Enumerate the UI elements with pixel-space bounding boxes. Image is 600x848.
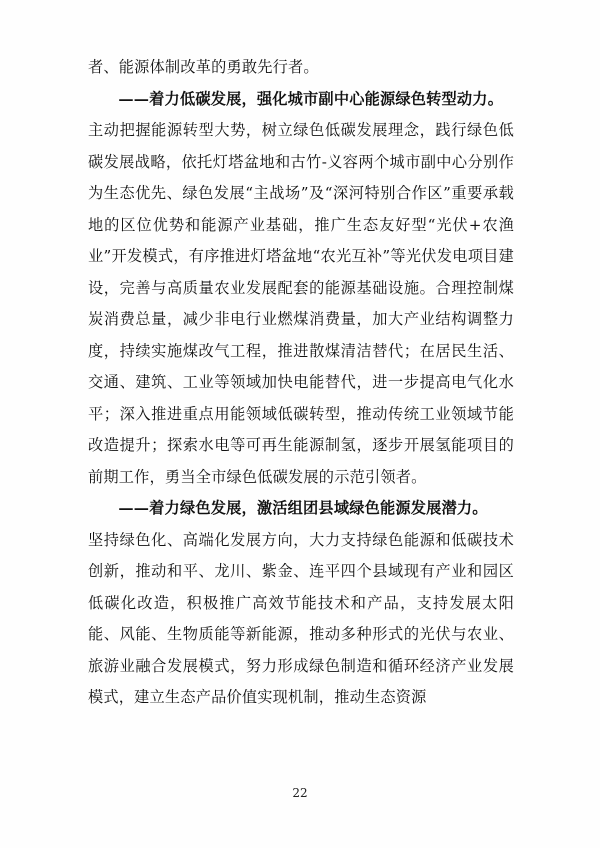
paragraph-continuation: 者、能源体制改革的勇敢先行者。 (88, 58, 319, 76)
page-number: 22 (292, 786, 308, 800)
section-heading-green-development: ——着力绿色发展，激活组团县域绿色能源发展潜力。 (118, 499, 488, 517)
page-content (88, 52, 514, 714)
section-heading-low-carbon: ——着力低碳发展，强化城市副中心能源绿色转型动力。 (118, 89, 504, 108)
paragraph-low-carbon-body: 主动把握能源转型大势，树立绿色低碳发展理念，践行绿色低碳发展战略，依托灯塔盆地和古竹-义容两个城市副中心分别作为生态优先、绿色发展“主战场”及“深河特别合作区”重要承载地的区位优势和能源产业基础，推广生态友好型“光伏+农渔业”开发模式，有序推进灯塔盆地“农光互补”等光伏发电项目建设，完善与高质量农业发展配套的能源基础设施。合理控制煤炭消费总量，减少非电行业燃煤消费量，加大产业结构调整力度，持续实施煤改气工程，推进散煤清洁替代；在居民生活、交通、建筑、工业等领域加快电能替代，进一步提高电气化水平；深入推进重点用能领域低碳转型，推动传统工业领域节能改造提升；探索水电等可再生能源制氢，逐步开展氢能项目的前期工作，勇当全市绿色低碳发展的示范引领者。 (88, 121, 514, 486)
paragraph-green-development-body: 坚持绿色化、高端化发展方向，大力支持绿色能源和低碳技术创新，推动和平、龙川、紫金、连平四个县域现有产业和园区低碳化改造，积极推广高效节能技术和产品，支持发展太阳能、风能、生物质能等新能源，推动多种形式的光伏与农业、旅游业融合发展模式，努力形成绿色制造和循环经济产业发展模式，建立生态产品价值实现机制，推动生态资源 (88, 530, 514, 706)
